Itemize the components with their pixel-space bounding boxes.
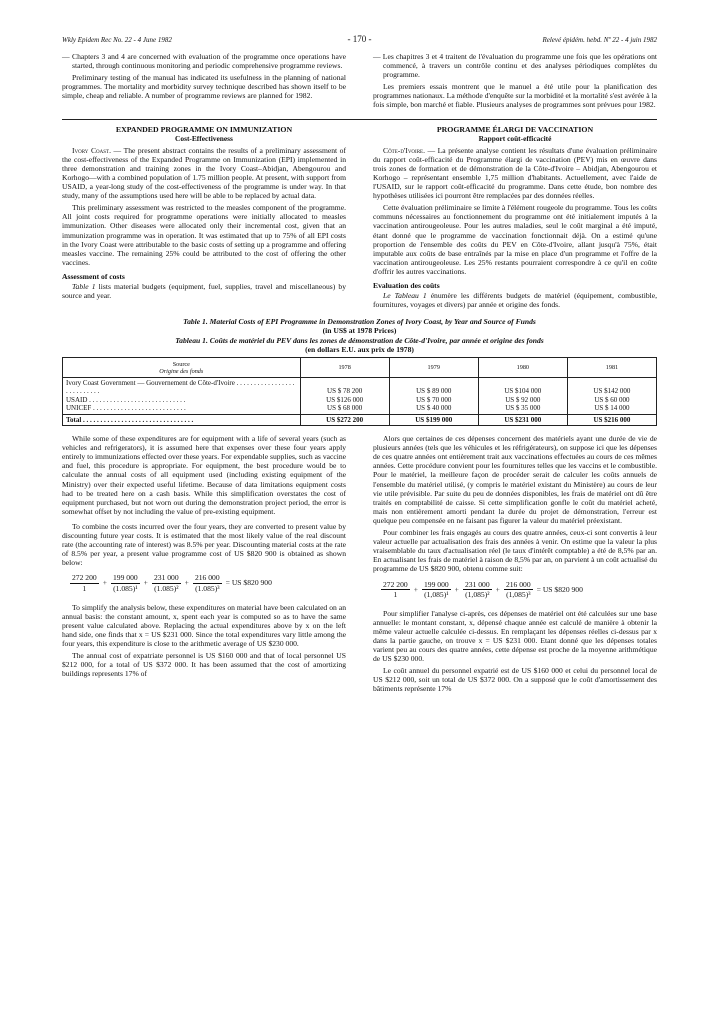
total-cell: US $231 000	[478, 414, 567, 425]
en-equipment-para: While some of these expenditures are for equipment with a life of several years (such as vehicles and refrigerators), it is assumed here that expenses over these four years apply entirely to immunizations effected over these years. For expendable supplies, such as vaccine and fuel, this procedure is appropriate. For equipment, the best procedure would be to calculate the annual costs of all equipment used (including existing equipment of the Ministry) over their expected useful lifetime. Because of data limitations equipment costs had to be treated here on a cash basis. While this simplification overstates the cost of equipment purchased, but not worn out during the demonstration project period, the error is somewhat offset by not including the value of pre-existing equipment.	[62, 434, 346, 516]
top-section	[62, 52, 657, 113]
french-column-epi	[373, 125, 657, 313]
en-abstract-text: The present abstract contains the results of a preliminary assessment of the cost-effectiveness of the Expanded Programme on Immunization (EPI) implemented in three demonstration and training zones in the Ivory Coast–Abidjan, Abengourou and Korhogo—with a combined population of 1.75 million people. At present, with support from USAID, a year-long study of the cost-effectiveness of the programme is under way. In that study, many of the assumptions used here will be able to be replaced by actual data.	[62, 145, 346, 201]
en-present-value-formula: $\frac{272 200}{1}$ + $\frac{199 000}{\text{(1.085)¹}}$ + $\frac{231 000}{\text{(1.085)²}}$ + $\frac{216 000}{\text{(1.085)³}}$ = US $820 900	[72, 573, 272, 593]
en-section-title: EXPANDED PROGRAMME ON IMMUNIZATION	[115, 124, 293, 134]
fraction: $\frac{216 000}{\text{(1,085)³}}$	[505, 579, 531, 599]
table-cell: US $ 92 000	[505, 395, 541, 404]
source-header-fr: Origine des fonds	[159, 367, 204, 375]
en-discount-para: To combine the costs incurred over the four years, they are converted to present value by discounting future year costs. It is estimated that the most likely value of the real discount rate (the accounting rate of interest) was 8.5% per year. Discounting material costs at the rate of 8.5% per year, a present value programme cost of US $820 900 is obtained as shown below:	[62, 521, 346, 568]
table-row-source: UNICEF . . . . . . . . . . . . . . . . . . . . . . . . . . .	[66, 404, 186, 413]
fr-assessment-text: énumère les différents budgets de matériel (équipement, combustible, fournitures, voyages et divers) par année et origine des fonds.	[373, 291, 657, 310]
french-column-bottom	[373, 434, 657, 696]
en-preliminary-para: Preliminary testing of the manual has indicated its usefulness in the planning of national programmes. The mortality and morbidity survey technique described has shown itself to be simple, cheap and reliable. A number of programme reviews are planned for 1982.	[62, 73, 346, 101]
header-left: Wkly Epidem Rec No. 22 - 4 June 1982	[62, 36, 172, 44]
fr-abstract-para	[373, 146, 657, 201]
table-cell: US $104 000	[504, 387, 542, 396]
year-1978-cells	[300, 378, 389, 415]
fr-country-lead: Côte-d'Ivoire. —	[383, 145, 436, 155]
table-cell: US $ 70 000	[416, 395, 452, 404]
table-row-source: Ivory Coast Government — Gouvernement de Côte-d'Ivoire . . . . . . . . . . . . . . . . . . . . . . . . . . .	[66, 379, 295, 396]
year-header: 1980	[478, 358, 567, 378]
fraction: $\frac{199 000}{\text{(1.085)¹}}$	[112, 573, 138, 593]
fr-measles-para: Cette évaluation préliminaire se limite à l'élément rougeole du programme. Tous les coûts communs nécessaires au fonctionnement du programme ont été initialement imputés à la vaccination antirougeoleuse. Pour les autres maladies, seul le coût marginal a été imputé, étant donné que le programme de vaccination fonctionnait déjà. On a estimé qu'une proportion de l'ensemble des coûts du PEV en Côte-d'Ivoire, allant jusqu'à 75%, était imputable aux coûts de base entraînés par la mise en place d'un programme et l'offre de la vaccination antirougeoleuse. Les 25% restants pourraient correspondre à ce qu'il en coûte d'offrir les autres vaccinations.	[373, 203, 657, 276]
page-number: - 170 -	[347, 34, 372, 44]
english-column-epi	[62, 125, 346, 313]
fr-annual-basis-para: Pour simplifier l'analyse ci-après, ces dépenses de matériel ont été calculées sur une base annuelle: le montant constant, x, dépensé chaque année est calculé de manière à obtenir la même valeur actuelle calculée ci-dessus. En remplaçant les dépenses réelles ci-dessus par x dans la partie gauche, on trouve x = US $231 000. Etant donné que les dépenses totales varient peu au cours des quatre années, cette dépense est proche de la moyenne arithmétique de US $230 000.	[373, 608, 657, 664]
table-cell: US $ 68 000	[327, 404, 363, 413]
fr-present-value-formula: $\frac{272 200}{1}$ + $\frac{199 000}{\text{(1,085)¹}}$ + $\frac{231 000}{\text{(1,085)²}}$ + $\frac{216 000}{\text{(1,085)³}}$ = US $820 900	[383, 579, 583, 599]
formula-result: = US $820 900	[225, 578, 272, 588]
fr-section-subtitle: Rapport coût-efficacité	[478, 133, 552, 143]
table-cell: US $ 78 200	[327, 387, 363, 396]
page	[62, 34, 657, 697]
fr-equipment-para: Alors que certaines de ces dépenses concernent des matériels ayant une durée de vie de plusieurs années (tels que les véhicules et les réfrigérateurs), on suppose ici que les dépenses de ces quatre années ont entièrement trait aux vaccinations effectuées au cours de ces mêmes années. Cette procédure convient pour les fournitures telles que les vaccins et le combustible. Pour le matériel, la meilleure façon de procéder serait de calculer les coûts annuels de l'ensemble du matériel utilisé, (y compris le matériel existant du Ministère) au cours de leur vie utile prévisible. Par suite du peu de données disponibles, les frais de matériel ont dû être traités en comptabilité de caisse. Si cette simplification gonfle le coût du matériel acheté, mais non entièrement amorti pendant la durée du projet de démonstration, l'erreur est quelque peu compensée en ne faisant pas figurer la valeur du matériel préexistant.	[373, 434, 657, 525]
en-personnel-para: The annual cost of expatriate personnel is US $160 000 and that of local personnel US $212 000, for a total of US $372 000. It has been assumed that the cost of amortizing buildings represents 17% of	[62, 651, 346, 679]
en-table-ref: Table 1	[72, 281, 96, 291]
table-caption-fr-units: (en dollars E.U. aux prix de 1978)	[305, 344, 414, 354]
table-caption	[62, 317, 657, 354]
year-header: 1978	[300, 358, 389, 378]
english-column-top	[62, 52, 346, 113]
french-column-top	[373, 52, 657, 113]
fraction: $\frac{216 000}{\text{(1.085)³}}$	[194, 573, 220, 593]
english-column-bottom	[62, 434, 346, 696]
table-cell: US $ 35 000	[505, 404, 541, 413]
table-caption-fr: Tableau 1. Coûts de matériel du PEV dans les zones de démonstration de Côte-d'Ivoire, par année et origine des fonds	[175, 335, 544, 345]
table-cell: US $ 40 000	[416, 404, 452, 413]
fr-discount-para: Pour combiner les frais engagés au cours des quatre années, ceux-ci sont convertis à leur valeur actuelle par actualisation des frais des années à venir. On estime que la valeur la plus vraisemblable du taux d'actualisation réel (le taux d'intérêt comptable) a été de 8,5% par an. En actualisant les frais de matériel à raison de 8,5% par an, on parvient à un coût actualisé du programme de US $820 900, obtenu comme suit:	[373, 528, 657, 574]
fr-section-title: PROGRAMME ÉLARGI DE VACCINATION	[436, 124, 594, 134]
table-header-row	[63, 358, 657, 378]
fraction: $\frac{231 000}{\text{(1,085)²}}$	[464, 579, 490, 599]
total-cell: US $216 000	[567, 414, 656, 425]
en-abstract-para	[62, 146, 346, 201]
table-cell: US $ 14 000	[594, 404, 630, 413]
fr-assessment-heading: Evaluation des coûts	[373, 280, 440, 290]
header-right: Relevé épidém. hebd. Nº 22 - 4 juin 1982	[542, 36, 657, 44]
table-cell: US $ 60 000	[594, 395, 630, 404]
formula-result: = US $820 900	[536, 584, 583, 594]
epi-section	[62, 125, 657, 313]
fr-assessment-para	[373, 291, 657, 309]
table-cell: US $ 89 000	[416, 387, 452, 396]
table-caption-en: Table 1. Material Costs of EPI Programme in Demonstration Zones of Ivory Coast, by Year and Source of Funds	[183, 317, 536, 327]
table-cell: US $126 000	[326, 395, 364, 404]
table-total-row	[63, 414, 657, 425]
fr-abstract-text: La présente analyse contient les résultats d'une évaluation préliminaire du rapport coût-efficacité du Programme élargi de vaccination (PEV) mis en œuvre dans trois zones de formation et de démonstration de la Côte-d'Ivoire – Abidjan, Abengourou et Korhogo – représentant ensemble 1,75 million d'habitants. Actuellement, avec l'aide de l'USAID, sur le rapport coût-efficacité du programme. Dans cette étude, bon nombre des hypothèses utilisées ici pourront être remplacées par des données réelles.	[373, 145, 657, 201]
bottom-section	[62, 434, 657, 696]
fr-chapter-bullet: — Les chapitres 3 et 4 traitent de l'évaluation du programme une fois que les opérations ont commencé, à travers un contrôle continu et des analyses périodiques complètes du programme.	[373, 52, 657, 80]
fraction: $\frac{199 000}{\text{(1,085)¹}}$	[423, 579, 449, 599]
en-assessment-para	[62, 282, 346, 300]
year-header: 1981	[567, 358, 656, 378]
fraction: $\frac{272 200}{1}$	[72, 573, 97, 593]
en-assessment-heading: Assessment of costs	[62, 271, 125, 281]
en-chapter-bullet: — Chapters 3 and 4 are concerned with evaluation of the programme once operations have started, through continuous monitoring and periodic comprehensive programme reviews.	[62, 52, 346, 71]
fr-preliminary-para: Les premiers essais montrent que le manuel a été utile pour la planification des programmes nationaux. La méthode d'enquête sur la morbidité et la mortalité s'est avérée à la fois simple, bon marché et fiable. Plusieurs analyses de programmes sont prévues pour 1982.	[373, 82, 657, 110]
year-1979-cells	[389, 378, 478, 415]
year-1980-cells	[478, 378, 567, 415]
fraction: $\frac{231 000}{\text{(1.085)²}}$	[153, 573, 179, 593]
year-header: 1979	[389, 358, 478, 378]
table-row-source: USAID . . . . . . . . . . . . . . . . . . . . . . . . . . . .	[66, 395, 186, 404]
running-header	[62, 34, 657, 48]
total-cell: US $272 200	[300, 414, 389, 425]
en-country-lead: Ivory Coast. —	[72, 145, 122, 155]
section-divider	[62, 119, 657, 120]
source-header	[63, 358, 301, 378]
en-measles-para: This preliminary assessment was restricted to the measles component of the programme. All joint costs required for programme operations were initially allocated to measles immunization. Other diseases were allocated only their incremental cost, given that an immunization programme was in operation. It was estimated that up to 75% of all EPI costs in the Ivory Coast were attributable to the basic costs of setting up a programme and offering measles vaccine. The remaining 25% could be attributed to the cost of offering the other vaccines.	[62, 203, 346, 267]
material-costs-table	[62, 357, 657, 426]
year-1981-cells	[567, 378, 656, 415]
source-header-en: Source	[172, 360, 190, 368]
table-cell: US $142 000	[593, 387, 631, 396]
total-label: Total . . . . . . . . . . . . . . . . . . . . . . . . . . . . . . . .	[63, 414, 301, 425]
en-assessment-text: lists material budgets (equipment, fuel, supplies, travel and miscellaneous) by source and year.	[62, 281, 347, 301]
en-section-subtitle: Cost-Effectiveness	[175, 133, 233, 143]
table-body-row	[63, 378, 657, 415]
total-cell: US $199 000	[389, 414, 478, 425]
fr-table-ref: Le Tableau 1	[383, 291, 427, 301]
source-cells	[63, 378, 301, 415]
table-caption-en-units: (in US$ at 1978 Prices)	[322, 326, 397, 336]
fr-personnel-para: Le coût annuel du personnel expatrié est de US $160 000 et celui du personnel local de US $212 000, soit un total de US $372 000. On a supposé que le coût d'amortissement des bâtiments représente 17%	[373, 666, 657, 694]
fraction: $\frac{272 200}{1}$	[383, 579, 408, 599]
en-annual-basis-para: To simplify the analysis below, these expenditures on material have been calculated on an annual basis: the constant amount, x, spent each year is computed so as to have the same present value calculated above. Replacing the actual expenditures above by x on the left hand side, one finds that x = US $231 000. Since the total expenditures vary little among the four years, this expenditure is close to the arithmetic average of US $230 000.	[62, 602, 346, 648]
